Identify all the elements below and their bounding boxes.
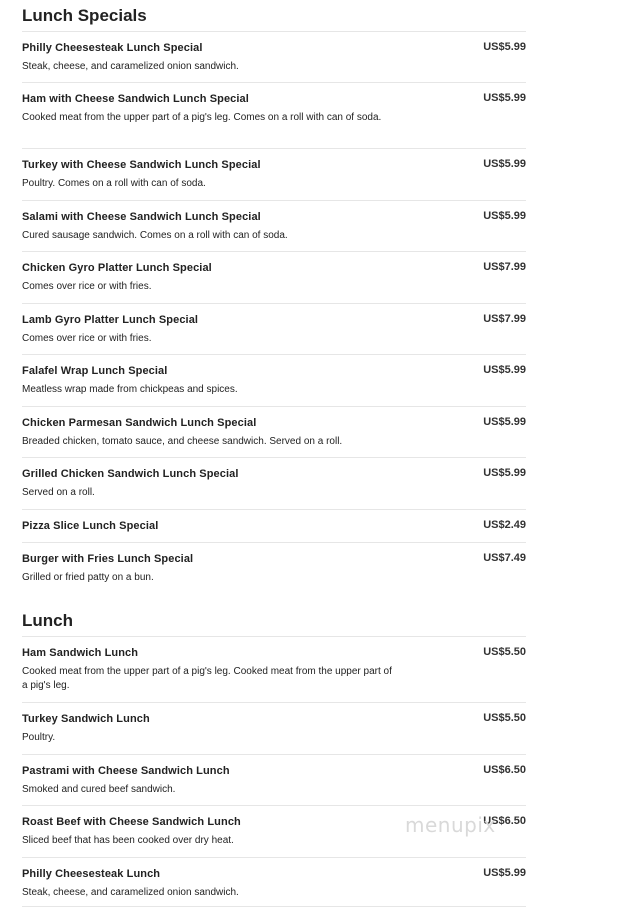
section-title-lunch-specials: Lunch Specials — [22, 6, 147, 25]
item-description: Comes over rice or with fries. — [22, 333, 152, 344]
menu-item — [22, 251, 526, 303]
item-description: Cooked meat from the upper part of a pig's leg. Cooked meat from the upper part of a pig's leg. — [22, 666, 392, 691]
item-price: US$6.50 — [483, 764, 526, 776]
item-name: Pastrami with Cheese Sandwich Lunch — [22, 765, 230, 777]
item-name: Turkey Sandwich Lunch — [22, 713, 150, 725]
item-description: Comes over rice or with fries. — [22, 281, 152, 292]
item-name: Philly Cheesesteak Lunch Special — [22, 42, 203, 54]
item-name: Chicken Gyro Platter Lunch Special — [22, 262, 212, 274]
item-name: Philly Cheesesteak Lunch — [22, 868, 161, 880]
item-name: Turkey with Cheese Sandwich Lunch Special — [22, 159, 261, 171]
item-description: Cured sausage sandwich. Comes on a roll with can of soda. — [22, 230, 288, 241]
item-price: US$5.99 — [483, 210, 526, 222]
watermark-logo: menupix — [405, 813, 496, 837]
item-description: Breaded chicken, tomato sauce, and cheese sandwich. Served on a roll. — [22, 436, 343, 447]
item-price: US$5.50 — [483, 646, 526, 658]
item-name: Lamb Gyro Platter Lunch Special — [22, 314, 199, 326]
item-name: Roast Beef with Cheese Sandwich Lunch — [22, 816, 241, 828]
menu-item — [22, 754, 526, 805]
menu-item — [22, 200, 526, 251]
item-description: Steak, cheese, and caramelized onion sandwich. — [22, 887, 239, 898]
item-price: US$5.99 — [483, 41, 526, 53]
item-price: US$5.99 — [483, 467, 526, 479]
menu — [22, 0, 526, 907]
item-name: Grilled Chicken Sandwich Lunch Special — [22, 468, 239, 480]
item-price: US$7.99 — [483, 261, 526, 273]
menu-item — [22, 702, 526, 754]
menu-item — [22, 509, 526, 542]
item-price: US$5.50 — [483, 712, 526, 724]
item-price: US$2.49 — [483, 519, 526, 531]
item-name: Burger with Fries Lunch Special — [22, 553, 194, 565]
section-title-lunch: Lunch — [22, 611, 73, 630]
menu-item — [22, 303, 526, 354]
menu-item — [22, 857, 526, 907]
item-description: Poultry. — [22, 732, 56, 743]
menu-item — [22, 406, 526, 457]
menu-item — [22, 636, 526, 702]
menu-item — [22, 805, 526, 857]
menu-item — [22, 82, 526, 148]
item-name: Ham Sandwich Lunch — [22, 647, 139, 659]
item-price: US$5.99 — [483, 364, 526, 376]
item-price: US$7.99 — [483, 313, 526, 325]
item-description: Meatless wrap made from chickpeas and spices. — [22, 384, 238, 395]
item-description: Smoked and cured beef sandwich. — [22, 784, 176, 795]
menu-item — [22, 457, 526, 509]
item-name: Ham with Cheese Sandwich Lunch Special — [22, 93, 249, 105]
item-description: Cooked meat from the upper part of a pig's leg. Comes on a roll with can of soda. — [22, 112, 382, 123]
item-description: Sliced beef that has been cooked over dry heat. — [22, 835, 234, 846]
item-description: Steak, cheese, and caramelized onion sandwich. — [22, 61, 239, 72]
item-description: Poultry. Comes on a roll with can of soda. — [22, 178, 206, 189]
item-name: Pizza Slice Lunch Special — [22, 520, 159, 532]
item-name: Falafel Wrap Lunch Special — [22, 365, 168, 377]
item-price: US$5.99 — [483, 158, 526, 170]
menu-item — [22, 354, 526, 406]
menu-item — [22, 542, 526, 588]
menu-item — [22, 31, 526, 82]
item-description: Grilled or fried patty on a bun. — [22, 572, 154, 583]
item-description: Served on a roll. — [22, 487, 95, 498]
item-name: Chicken Parmesan Sandwich Lunch Special — [22, 417, 257, 429]
item-price: US$5.99 — [483, 867, 526, 879]
item-price: US$5.99 — [483, 416, 526, 428]
item-name: Salami with Cheese Sandwich Lunch Special — [22, 211, 261, 223]
menu-item — [22, 148, 526, 200]
item-price: US$5.99 — [483, 92, 526, 104]
item-price: US$6.50 — [483, 815, 526, 827]
item-price: US$7.49 — [483, 552, 526, 564]
